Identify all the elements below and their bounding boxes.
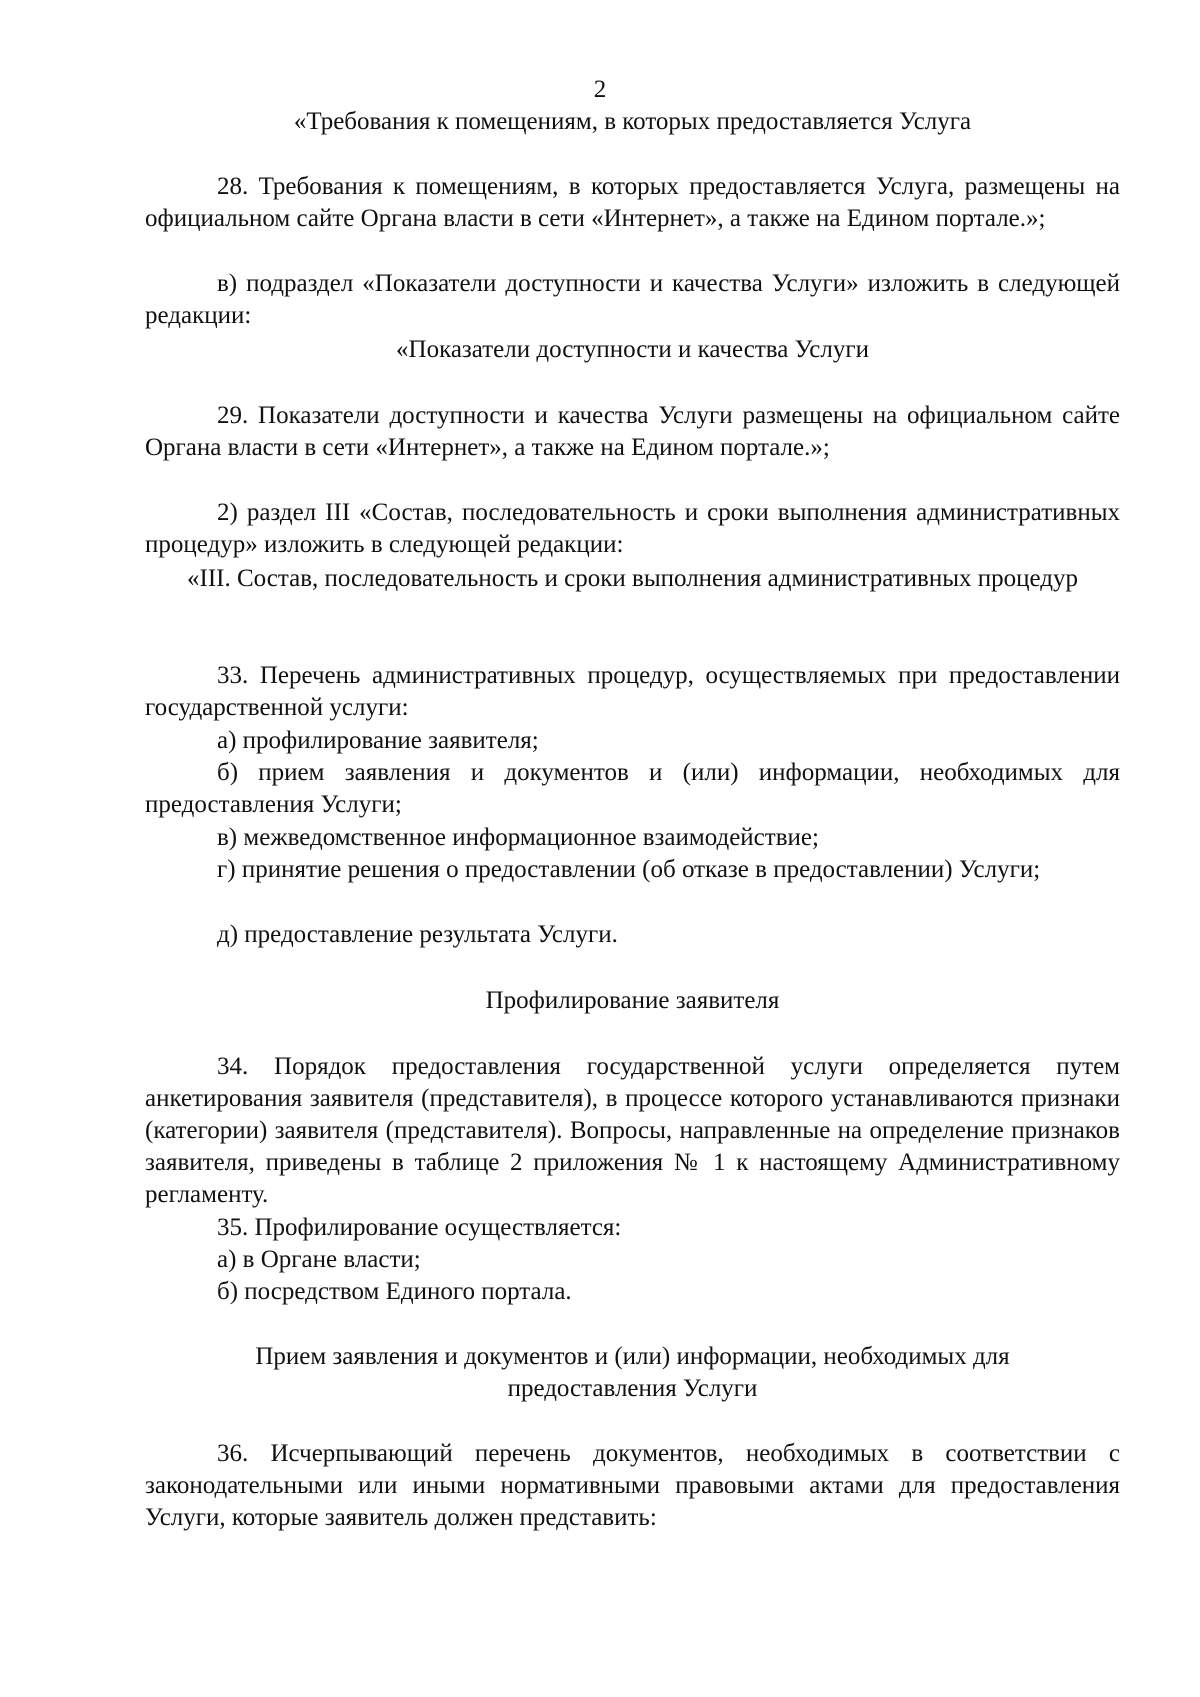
list-item: а) в Органе власти;: [217, 1246, 421, 1273]
section-heading: «Требования к помещениям, в которых предоставляется Услуга: [293, 108, 972, 135]
list-item: в) межведомственное информационное взаимодействие;: [217, 824, 819, 851]
paragraph-34: 34. Порядок предоставления государственной услуги определяется путем анкетирования заявителя (представителя), в процессе которого устанавливаются признаки (категории) заявителя (представителя). Вопросы, направленные на определение признаков заявителя, приведены в таблице 2 приложения № 1 к настоящему Административному регламенту.: [145, 1053, 1120, 1208]
paragraph-29: 29. Показатели доступности и качества Услуги размещены на официальном сайте Органа власти в сети «Интернет», а также на Едином портале.»;: [145, 402, 1120, 461]
section-heading: Прием заявления и документов и (или) информации, необходимых для предоставления Услуги: [255, 1343, 1010, 1402]
section-heading: Профилирование заявителя: [485, 987, 780, 1014]
paragraph-36: 36. Исчерпывающий перечень документов, необходимых в соответствии с законодательными или иными нормативными правовыми актами для предоставления Услуги, которые заявитель должен представить:: [145, 1440, 1120, 1531]
paragraph-33: 33. Перечень административных процедур, осуществляемых при предоставлении государственной услуги:: [145, 662, 1120, 721]
paragraph-28: 28. Требования к помещениям, в которых предоставляется Услуга, размещены на официальном сайте Органа власти в сети «Интернет», а также на Едином портале.»;: [145, 173, 1120, 232]
section-heading: «Показатели доступности и качества Услуги: [396, 336, 869, 363]
paragraph-2-section: 2) раздел III «Состав, последовательность и сроки выполнения административных процедур» изложить в следующей редакции:: [145, 499, 1120, 558]
section-heading: «III. Состав, последовательность и сроки выполнения административных процедур: [187, 565, 1078, 592]
list-item: д) предоставление результата Услуги.: [217, 921, 618, 948]
list-item: г) принятие решения о предоставлении (об отказе в предоставлении) Услуги;: [217, 856, 1041, 883]
list-item: а) профилирование заявителя;: [217, 727, 539, 754]
list-item: б) посредством Единого портала.: [217, 1278, 572, 1305]
paragraph-v-subsection: в) подраздел «Показатели доступности и качества Услуги» изложить в следующей редакции:: [145, 270, 1120, 329]
page-number: 2: [593, 76, 607, 103]
list-item: б) прием заявления и документов и (или) информации, необходимых для предоставления Услуги;: [145, 759, 1120, 818]
paragraph-35: 35. Профилирование осуществляется:: [217, 1214, 622, 1241]
